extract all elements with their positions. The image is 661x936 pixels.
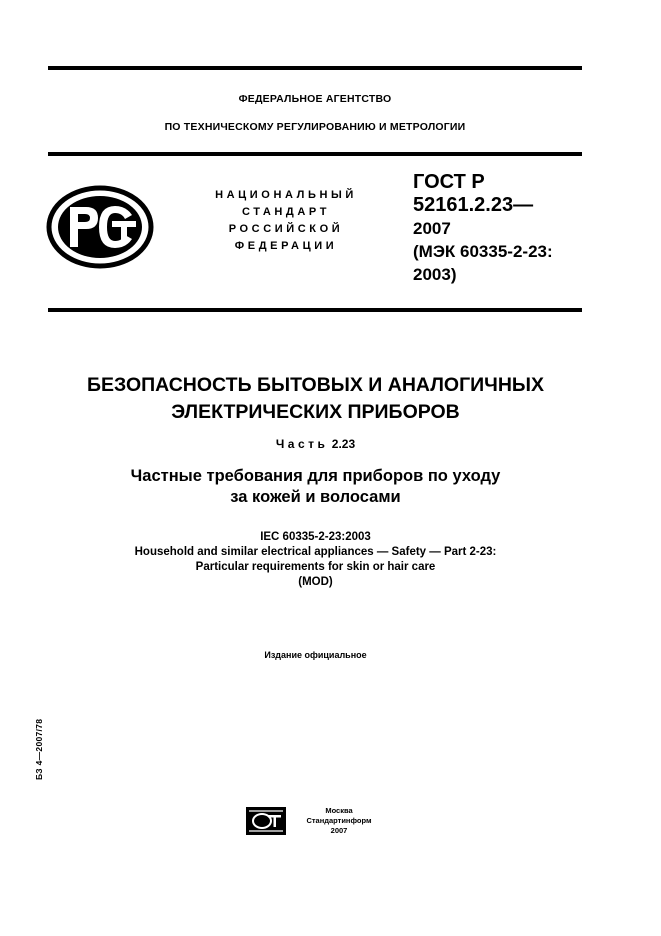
national-standard-line-2: СТАНДАРТ [241,206,331,218]
designation-line-2: 52161.2.23— [413,194,534,216]
iec-line-3: Particular requirements for skin or hair care [195,561,436,573]
national-standard-block [196,187,376,255]
designation-line-1: ГОСТ Р [413,171,485,193]
designation-line-3: 2007 [413,219,451,238]
lower-rule [48,308,582,312]
subtitle-line-2: за кожей и волосами [230,488,401,506]
standartinform-logo-icon [246,807,286,835]
part-number: 2.23 [331,437,356,451]
side-code: БЗ 4—2007/78 [34,718,44,780]
national-standard-line-3: РОССИЙСКОЙ [228,223,344,235]
national-standard-line-4: ФЕДЕРАЦИИ [234,240,338,252]
rst-emblem-icon [46,185,154,269]
top-rule [48,66,582,70]
designation-line-4: (МЭК 60335-2-23: [413,242,553,261]
title-line-2: ЭЛЕКТРИЧЕСКИХ ПРИБОРОВ [171,401,460,423]
national-standard-line-1: НАЦИОНАЛЬНЫЙ [215,189,357,201]
subtitle-line-1: Частные требования для приборов по уходу [130,467,501,485]
upper-rule [48,152,582,156]
iec-line-4: (MOD) [298,576,333,588]
edition-label: Издание официальное [264,650,367,660]
publisher-name: Стандартинформ [306,816,372,825]
document-title [40,372,591,426]
iec-reference [40,530,591,590]
agency-line-1: ФЕДЕРАЛЬНОЕ АГЕНТСТВО [238,93,392,105]
document-subtitle [40,466,591,508]
designation-line-5: 2003) [413,265,457,284]
agency-line-2: ПО ТЕХНИЧЕСКОМУ РЕГУЛИРОВАНИЮ И МЕТРОЛОГИИ [164,121,466,133]
title-line-1: БЕЗОПАСНОСТЬ БЫТОВЫХ И АНАЛОГИЧНЫХ [86,374,545,396]
publisher-year: 2007 [330,826,348,835]
iec-line-1: IEC 60335-2-23:2003 [260,531,371,543]
designation-block [413,171,553,286]
part-word: Часть [275,437,329,451]
part-label [40,437,591,451]
iec-line-2: Household and similar electrical appliances — Safety — Part 2-23: [134,546,497,558]
publisher-block [294,806,384,836]
publisher-city: Москва [325,806,353,815]
